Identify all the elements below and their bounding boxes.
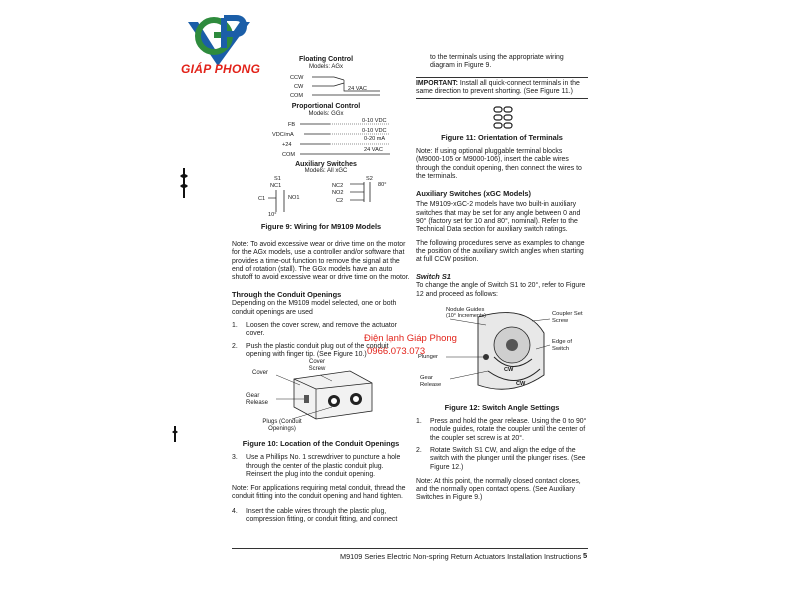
figure-10-caption: Figure 10: Location of the Conduit Openings: [242, 439, 400, 449]
binder-mark-bottom: [171, 426, 179, 442]
label-c2: C2: [336, 198, 344, 204]
auxiliary-switches-diagram: [254, 172, 404, 218]
step-3: [232, 454, 410, 479]
conduit-heading: Through the Conduit Openings: [232, 290, 342, 300]
label-nc2: NC2: [332, 183, 344, 189]
page-number: 5: [583, 551, 588, 560]
label-0-10vdc-b: 0-10 VDC: [362, 128, 387, 134]
label-nc1: NC1: [270, 183, 282, 189]
label-0-10vdc-a: 0-10 VDC: [362, 118, 387, 124]
footer-title: M9109 Series Electric Non-spring Return Actuators Installation Instructions: [340, 552, 582, 561]
wiring-continuation: to the terminals using the appropriate wiring diagram in Figure 9.: [430, 54, 564, 70]
figure-11-caption: Figure 11: Orientation of Terminals: [441, 133, 563, 143]
label-24vac-2: 24 VAC: [364, 147, 383, 153]
s1-step-1-text: Press and hold the gear release. Using the 0 to 90° nodule guides, rotate the coupler until the center of the coupler set screw is at 20°.: [430, 418, 587, 442]
switch-s1-heading: Switch S1: [416, 272, 451, 282]
important-callout: [416, 77, 588, 100]
note-metal-conduit: Note: For applications requiring metal conduit, thread the conduit fitting into the conduit opening and hand tighten.: [232, 485, 406, 501]
aux-switches-heading: Auxiliary Switches (xGC Models): [416, 189, 531, 199]
label-edge-of-switch: Edge of Switch: [552, 339, 572, 352]
step-1-text: Loosen the cover screw, and remove the actuator cover.: [246, 322, 397, 338]
s1-step-2-text: Rotate Switch S1 CW, and align the edge of the switch with the plunger until the plunger rises. (See Figure 12.): [430, 446, 586, 471]
step-2-text: Push the plastic conduit plug out of the conduit opening with finger tip. (See Figure 10.): [246, 342, 389, 358]
step-4-number: 4.: [232, 507, 238, 515]
figure-12: [416, 305, 588, 397]
important-text: Install all quick-connect terminals in the same direction to prevent shorting. (See Figure 11.): [416, 79, 580, 95]
s1-step-1-number: 1.: [416, 418, 422, 426]
label-nodule-guides: Nodule Guides: [446, 307, 485, 314]
label-plugs: Plugs (Conduit Openings): [262, 419, 302, 433]
label-plunger: Plunger: [418, 354, 438, 361]
terminal-orientation-drawing: [416, 105, 588, 131]
switch-s1-intro: To change the angle of Switch S1 to 20°, refer to Figure 12 and proceed as follows:: [416, 282, 586, 298]
conduit-intro: Depending on the M9109 model selected, one or both conduit openings are used: [232, 300, 397, 316]
label-0-20ma: 0-20 mA: [364, 136, 386, 142]
label-no2: NO2: [332, 190, 344, 196]
label-s2: S2: [366, 176, 373, 182]
label-com2: COM: [282, 152, 296, 158]
label-cw-a: CW: [504, 367, 514, 374]
auxiliary-switches-title: Auxiliary Switches: [295, 161, 357, 168]
floating-control-title: Floating Control: [298, 56, 354, 63]
step-1-number: 1.: [232, 322, 238, 330]
label-vdc-ma: VDC/mA: [272, 132, 294, 138]
left-column: [232, 54, 410, 524]
proportional-control-models: Models: GGx: [308, 111, 344, 117]
label-cw: CW: [294, 84, 304, 90]
step-4: [232, 508, 410, 525]
right-column: [416, 54, 588, 503]
label-plus24: +24: [282, 142, 292, 148]
label-s1: S1: [274, 176, 281, 182]
figure-10: [232, 359, 410, 433]
label-increments: (10° Increments): [446, 313, 486, 320]
s1-step-1: [416, 418, 588, 443]
watermark-brand: GIÁP PHONG: [181, 62, 261, 76]
auxiliary-switches-models: Models: All xGC: [304, 168, 348, 174]
label-com: COM: [290, 93, 304, 99]
label-cover-screw: Cover Screw: [308, 359, 326, 373]
figure-9-caption: Figure 9: Wiring for M9109 Models: [260, 222, 382, 231]
label-fig12-gear-release: Gear Release: [420, 375, 442, 388]
label-80deg: 80°: [378, 182, 387, 188]
label-gear-release: Gear Release: [246, 393, 269, 407]
s1-step-2: [416, 447, 588, 472]
watermark-overlay-phone: 0966.073.073: [367, 346, 426, 357]
watermark-overlay-name: Điện lạnh Giáp Phong: [364, 333, 457, 344]
note-contacts: Note: At this point, the normally closed contact closes, and the normally open contact opens. (See Auxiliary Switches in Figure 9.): [416, 477, 581, 502]
label-cw-b: CW: [516, 381, 526, 388]
floating-control-models: Models: AGx: [308, 64, 343, 70]
note-overdrive: Note: To avoid excessive wear or drive time on the motor for the AGx models, use a controller and/or software that provides a time-out function to remove the signal at the end of rotation (stall). The GGx models have an auto shutoff to avoid excessive wear or drive time on the motor.: [232, 241, 410, 282]
label-no1: NO1: [288, 195, 300, 201]
label-fb: FB: [288, 122, 296, 128]
figure-9: [232, 54, 410, 216]
aux-para-1: The M9109-xGC-2 models have two built-in auxiliary switches that may be set for any angle between 0 and 90° (factory set for 10 and 80°, nominal). Refer to the Technical Data section for auxiliary switch ratings.: [416, 201, 581, 234]
step-2-number: 2.: [232, 342, 238, 350]
footer-rule: [232, 548, 588, 549]
label-24vac: 24 VAC: [348, 86, 367, 92]
note-pluggable: Note: If using optional pluggable terminal blocks (M9000-105 or M9000-106), insert the cable wires through the conduit opening, then connect the wires to the terminals.: [416, 148, 582, 181]
floating-control-diagram: [282, 71, 402, 101]
proportional-control-diagram: [272, 118, 402, 160]
figure-12-caption: Figure 12: Switch Angle Settings: [444, 403, 560, 413]
s1-step-2-number: 2.: [416, 446, 422, 454]
proportional-control-title: Proportional Control: [291, 103, 361, 110]
aux-para-2: The following procedures serve as examples to change the position of the auxiliary switch angles when starting at full CCW position.: [416, 239, 585, 264]
label-coupler-set-screw: Coupler Set Screw: [552, 311, 583, 324]
step-3-number: 3.: [232, 454, 238, 462]
label-c1: C1: [258, 196, 266, 202]
label-10deg: 10°: [268, 212, 277, 218]
important-label: IMPORTANT:: [416, 79, 458, 87]
binder-mark-top: [178, 168, 190, 198]
step-3-text: Use a Phillips No. 1 screwdriver to puncture a hole through the center of the plastic conduit plug. Reinsert the plug into the conduit opening.: [246, 454, 401, 478]
label-cover: Cover: [252, 370, 269, 377]
step-4-text: Insert the cable wires through the plastic plug, compression fitting, or conduit fitting, and connect: [246, 507, 398, 524]
label-ccw: CCW: [290, 75, 304, 81]
